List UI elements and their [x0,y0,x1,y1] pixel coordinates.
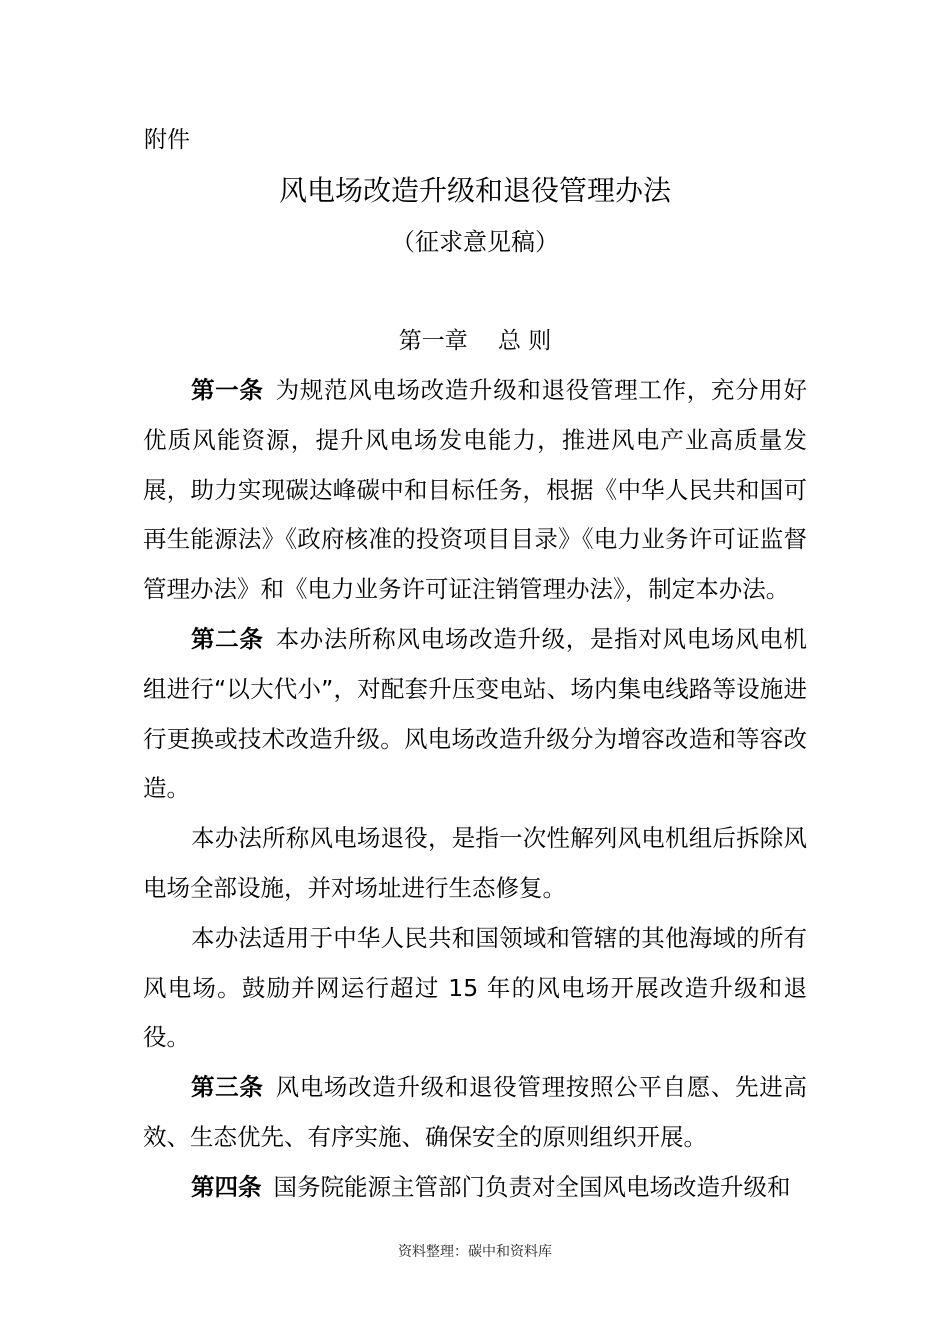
article-3-label: 第三条 [191,1073,264,1102]
document-subtitle: （征求意见稿） [391,228,559,256]
article-3-paragraph [143,1063,807,1163]
document-body [143,366,807,1213]
article-3-text: 风电场改造升级和退役管理按照公平自愿、先进高效、生态优先、有序实施、确保安全的原则组织开展。 [143,1073,807,1151]
article-1-text: 为规范风电场改造升级和退役管理工作，充分用好优质风能资源，提升风电场发电能力，推进风电产业高质量发展，助力实现碳达峰碳中和目标任务，根据《中华人民共和国可再生能源法》《政府核准的投资项目目录》《电力业务许可证监督管理办法》和《电力业务许可证注销管理办法》，制定本办法。 [143,376,807,604]
article-1-label: 第一条 [191,376,264,404]
article-4-text: 国务院能源主管部门负责对全国风电场改造升级和 [273,1172,791,1201]
article-2-text: 本办法所称风电场改造升级，是指对风电场风电机组进行“以大代小”，对配套升压变电站、场内集电线路等设施进行更换或技术改造升级。风电场改造升级分为增容改造和等容改造。 [143,624,807,803]
article-4-paragraph [143,1163,807,1213]
article-2-paragraph-2 [143,814,807,914]
article-2-paragraph-3 [143,914,807,1063]
article-2-label: 第二条 [191,624,264,653]
article-1-paragraph [143,366,807,615]
article-2-text-3: 本办法适用于中华人民共和国领域和管辖的其他海域的所有风电场。鼓励并网运行超过 15 年的风电场开展改造升级和退役。 [143,923,807,1052]
attachment-label: 附件 [144,127,190,153]
article-4-label: 第四条 [191,1172,262,1201]
chapter-heading: 第一章 总 则 [398,328,552,354]
footer-source-note: 资料整理：碳中和资料库 [398,1244,552,1260]
article-2-paragraph [143,615,807,814]
article-2-text-2: 本办法所称风电场退役，是指一次性解列风电机组后拆除风电场全部设施，并对场址进行生态修复。 [143,824,807,902]
document-title: 风电场改造升级和退役管理办法 [278,174,671,207]
